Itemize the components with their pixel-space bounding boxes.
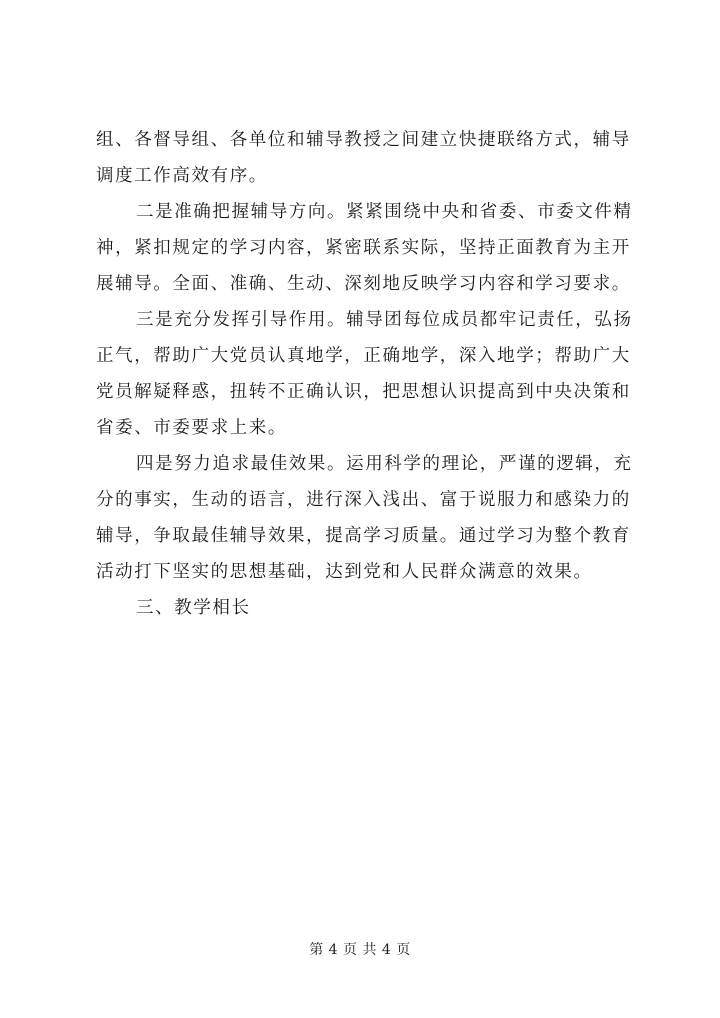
text-line: 展辅导。全面、准确、生动、深刻地反映学习内容和学习要求。 (96, 274, 631, 294)
text-line: 分的事实，生动的语言，进行深入浅出、富于说服力和感染力的 (96, 490, 631, 510)
text-line: 正气，帮助广大党员认真地学，正确地学，深入地学；帮助广大 (96, 346, 631, 366)
document-body (96, 130, 652, 634)
paragraph-start-line: 二是准确把握辅导方向。紧紧围绕中央和省委、市委文件精 (136, 202, 633, 222)
text-line: 党员解疑释惑，扭转不正确认识，把思想认识提高到中央决策和 (96, 382, 631, 402)
text-line: 辅导，争取最佳辅导效果，提高学习质量。通过学习为整个教育 (96, 526, 631, 546)
paragraph-start-line: 三是充分发挥引导作用。辅导团每位成员都牢记责任，弘扬 (136, 310, 633, 330)
paragraph-start-line: 四是努力追求最佳效果。运用科学的理论，严谨的逻辑，充 (136, 454, 633, 474)
page-number-footer: 第 4 页 共 4 页 (309, 942, 411, 958)
section-heading: 三、教学相长 (136, 598, 251, 618)
text-line: 组、各督导组、各单位和辅导教授之间建立快捷联络方式，辅导 (96, 130, 631, 150)
text-line: 省委、市委要求上来。 (96, 418, 287, 438)
text-line: 神，紧扣规定的学习内容，紧密联系实际，坚持正面教育为主开 (96, 238, 631, 258)
text-line: 活动打下坚实的思想基础，达到党和人民群众满意的效果。 (96, 562, 593, 582)
text-line: 调度工作高效有序。 (96, 166, 268, 186)
